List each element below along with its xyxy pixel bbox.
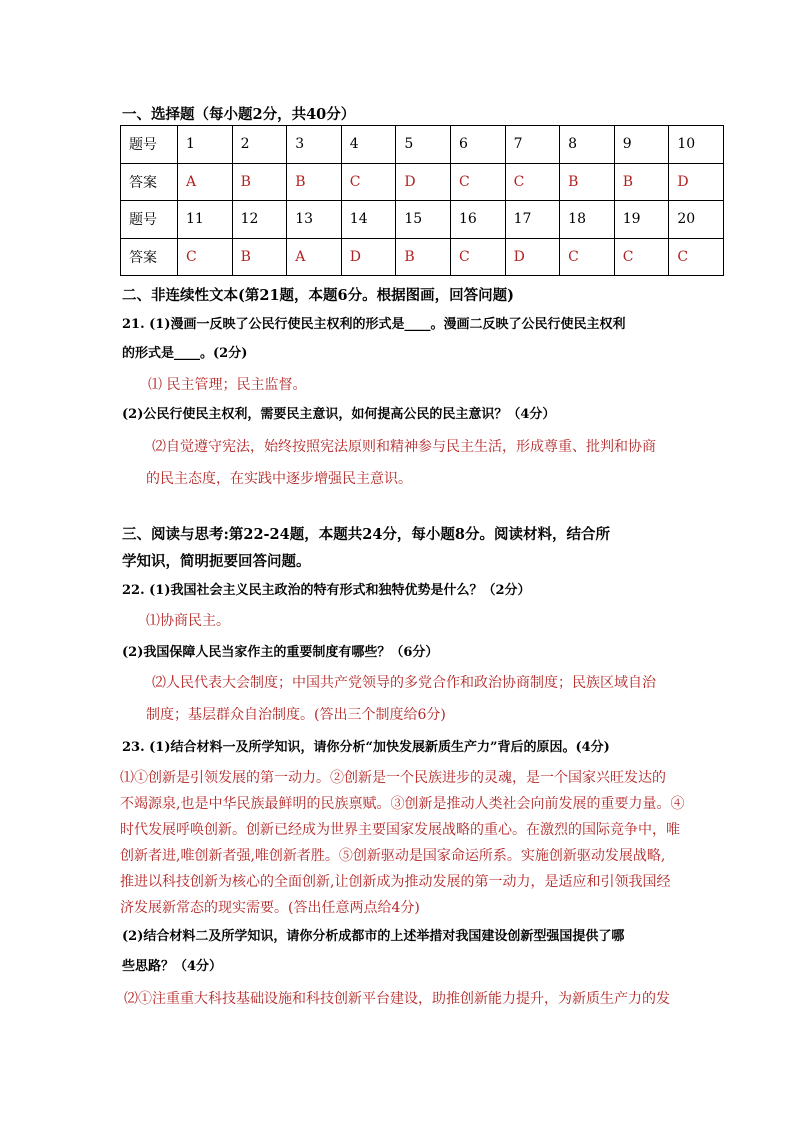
answer-23-1-line: 不竭源泉,也是中华民族最鲜明的民族禀赋。③创新是推动人类社会向前发展的重要力量。④: [120, 796, 685, 812]
question-23-2: (2)结合材料二及所学知识，请你分析成都市的上述举措对我国建设创新型强国提供了哪: [122, 929, 625, 944]
answer-cell: D: [669, 163, 724, 201]
answer-cell: B: [396, 238, 451, 276]
question-number: 12: [232, 201, 287, 239]
question-22-2: (2)我国保障人民当家作主的重要制度有哪些？（6分）: [122, 645, 439, 660]
answer-cell: B: [232, 163, 287, 201]
question-number: 8: [560, 126, 615, 164]
answer-21-1: ⑴ 民主管理；民主监督。: [148, 377, 307, 393]
question-21-1: 21. (1)漫画一反映了公民行使民主权利的形式是____。漫画二反映了公民行使民主权利: [122, 317, 626, 332]
answer-cell: B: [232, 238, 287, 276]
answer-23-1-line: 济发展新常态的现实需要。(答出任意两点给4分): [120, 900, 420, 916]
answer-cell: C: [178, 238, 233, 276]
answer-23-2: ⑵①注重重大科技基础设施和科技创新平台建设，助推创新能力提升，为新质生产力的发: [124, 991, 670, 1007]
answer-cell: C: [560, 238, 615, 276]
answer-cell: D: [505, 238, 560, 276]
answer-cell: A: [178, 163, 233, 201]
answer-cell: C: [669, 238, 724, 276]
question-23-1: 23. (1)结合材料一及所学知识，请你分析“加快发展新质生产力”背后的原因。(4分): [122, 740, 610, 755]
question-number: 5: [396, 126, 451, 164]
section1-title: 一、选择题（每小题2分，共40分）: [122, 106, 356, 123]
question-number: 3: [287, 126, 342, 164]
table-row: [121, 126, 724, 164]
answer-21-2: ⑵自觉遵守宪法，始终按照宪法原则和精神参与民主生活，形成尊重、批判和协商: [152, 439, 656, 455]
answer-23-1-line: 创新者进,唯创新者强,唯创新者胜。⑤创新驱动是国家命运所系。实施创新驱动发展战略,: [120, 848, 666, 864]
row-label-answer: 答案: [121, 238, 178, 276]
table-row: [121, 238, 724, 276]
answer-cell: C: [505, 163, 560, 201]
question-number: 16: [450, 201, 505, 239]
row-label-answer: 答案: [121, 163, 178, 201]
section3-title-cont: 学知识，简明扼要回答问题。: [122, 553, 311, 570]
question-number: 7: [505, 126, 560, 164]
answer-cell: B: [560, 163, 615, 201]
question-23-2-cont: 些思路？（4分）: [122, 959, 223, 974]
answer-cell: B: [614, 163, 669, 201]
answer-cell: D: [341, 238, 396, 276]
answer-23-1-line: 时代发展呼唤创新。创新已经成为世界主要国家发展战略的重心。在激烈的国际竞争中，唯: [120, 822, 680, 838]
question-number: 9: [614, 126, 669, 164]
question-number: 4: [341, 126, 396, 164]
question-number: 20: [669, 201, 724, 239]
answer-23-1-line: ⑴①创新是引领发展的第一动力。②创新是一个民族进步的灵魂，是一个国家兴旺发达的: [120, 770, 666, 786]
question-number: 18: [560, 201, 615, 239]
question-number: 1: [178, 126, 233, 164]
answer-22-2-cont: 制度；基层群众自治制度。(答出三个制度给6分): [146, 707, 446, 723]
answer-cell: A: [287, 238, 342, 276]
question-number: 13: [287, 201, 342, 239]
question-number: 17: [505, 201, 560, 239]
answer-cell: C: [341, 163, 396, 201]
question-number: 15: [396, 201, 451, 239]
answer-cell: C: [450, 238, 505, 276]
question-number: 14: [341, 201, 396, 239]
question-22-1: 22. (1)我国社会主义民主政治的特有形式和独特优势是什么？（2分）: [122, 583, 531, 598]
question-number: 19: [614, 201, 669, 239]
question-21-1-cont: 的形式是____。(2分): [122, 346, 248, 361]
question-number: 10: [669, 126, 724, 164]
answer-21-2-cont: 的民主态度，在实践中逐步增强民主意识。: [146, 471, 412, 487]
section2-title: 二、非连续性文本(第21题，本题6分。根据图画，回答问题): [122, 287, 514, 304]
question-number: 2: [232, 126, 287, 164]
answer-cell: C: [450, 163, 505, 201]
answer-table: [120, 125, 724, 276]
question-number: 11: [178, 201, 233, 239]
section3-title: 三、阅读与思考:第22-24题，本题共24分，每小题8分。阅读材料，结合所: [122, 526, 610, 543]
answer-23-1-line: 推进以科技创新为核心的全面创新,让创新成为推动发展的第一动力，是适应和引领我国经: [120, 874, 671, 890]
table-row: [121, 201, 724, 239]
question-number: 6: [450, 126, 505, 164]
question-21-2: (2)公民行使民主权利，需要民主意识，如何提高公民的民主意识？（4分）: [122, 407, 556, 422]
table-row: [121, 163, 724, 201]
answer-cell: D: [396, 163, 451, 201]
answer-cell: B: [287, 163, 342, 201]
answer-22-2: ⑵人民代表大会制度；中国共产党领导的多党合作和政治协商制度；民族区域自治: [152, 675, 656, 691]
answer-22-1: ⑴协商民主。: [146, 613, 230, 629]
row-label-number: 题号: [121, 201, 178, 239]
row-label-number: 题号: [121, 126, 178, 164]
answer-cell: C: [614, 238, 669, 276]
